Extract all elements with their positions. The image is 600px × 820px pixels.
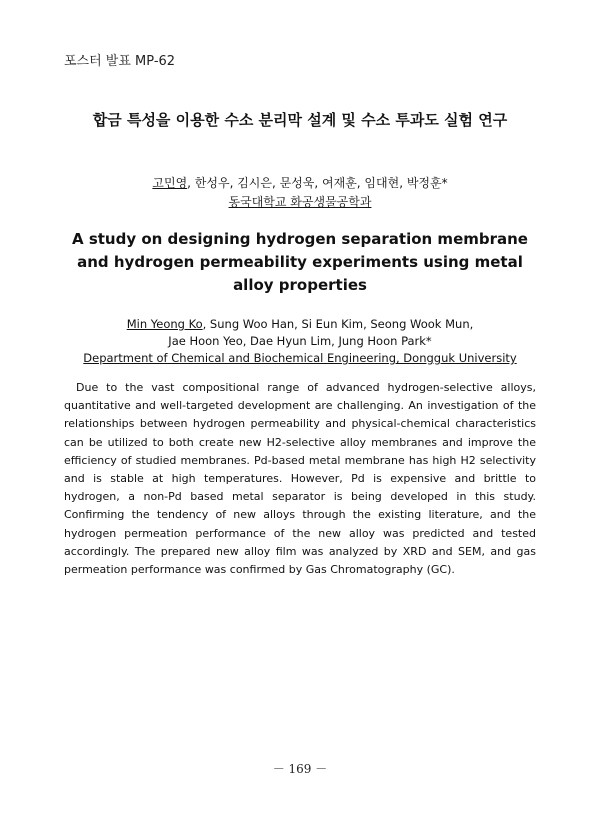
abstract-text: Due to the vast compositional range of advanced hydrogen-selective alloys, quantitative and well-targeted development are challenging. An investigation of the relationships between hydrogen permeability and physical-chemical characteristics can be utilized to both create new H2-selective alloy membranes and improve the efficiency of studied membranes. Pd-based metal membrane has high H2 selectivity and is stable at high temperatures. However, Pd is expensive and brittle to hydrogen, a non-Pd based metal separator is being developed in this study. Confirming the tendency of new alloys through the existing literature, and the hydrogen permeation performance of the new alloy was predicted and tested accordingly. The prepared new alloy film was analyzed by XRD and SEM, and gas permeation performance was confirmed by Gas Chromatography (GC).	[64, 381, 536, 577]
english-affiliation-text: Department of Chemical and Biochemical Engineering, Dongguk University	[83, 351, 517, 365]
english-coauthors-2: Jae Hoon Yeo, Dae Hyun Lim, Jung Hoon Park*	[168, 334, 432, 348]
page-number: － 169 －	[272, 762, 328, 776]
korean-affiliation-text: 동국대학교 화공생물공학과	[228, 195, 372, 209]
english-coauthors-1: , Sung Woo Han, Si Eun Kim, Seong Wook Mun,	[202, 317, 474, 331]
english-author-block	[60, 316, 540, 367]
english-first-author: Min Yeong Ko	[126, 317, 203, 331]
english-title: A study on designing hydrogen separation membrane and hydrogen permeability experiments using metal alloy properties	[72, 230, 528, 294]
korean-title: 합금 특성을 이용한 수소 분리막 설계 및 수소 투과도 실험 연구	[92, 111, 508, 129]
session-label: 포스터 발표 MP-62	[64, 54, 176, 69]
korean-coauthors: , 한성우, 김시은, 문성욱, 여재훈, 임대현, 박정훈*	[187, 176, 448, 190]
korean-author-list	[60, 174, 540, 193]
english-affiliation	[60, 350, 540, 367]
korean-first-author: 고민영	[152, 176, 188, 190]
english-author-line-1	[60, 316, 540, 333]
korean-affiliation	[60, 193, 540, 212]
